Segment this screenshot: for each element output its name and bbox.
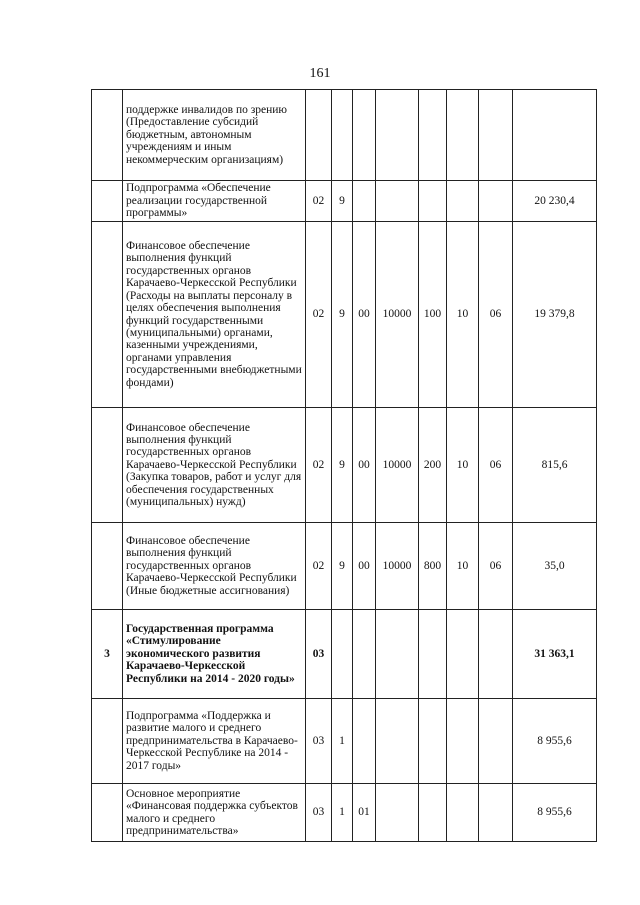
- code-cell: 02: [306, 408, 332, 523]
- code-cell: 03: [306, 610, 332, 699]
- code-cell: [306, 90, 332, 181]
- code-cell: 02: [306, 523, 332, 610]
- code-cell: [447, 699, 479, 784]
- amount-cell: 35,0: [513, 523, 597, 610]
- code-cell: 10000: [376, 222, 419, 408]
- budget-table: [91, 89, 597, 842]
- page-number: 161: [309, 66, 331, 81]
- code-cell: [479, 610, 513, 699]
- row-number: [92, 408, 123, 523]
- expense-name: Основное мероприятие «Финансовая поддержка субъектов малого и среднего предпринимательства»: [123, 784, 306, 842]
- table-row: [92, 90, 597, 181]
- code-cell: 9: [332, 523, 353, 610]
- code-cell: 10000: [376, 523, 419, 610]
- code-cell: [419, 699, 447, 784]
- code-cell: [479, 699, 513, 784]
- code-cell: 00: [353, 408, 376, 523]
- code-cell: 1: [332, 699, 353, 784]
- code-cell: [419, 90, 447, 181]
- amount-cell: [513, 90, 597, 181]
- amount-cell: 815,6: [513, 408, 597, 523]
- code-cell: [376, 699, 419, 784]
- code-cell: 06: [479, 222, 513, 408]
- expense-name: Подпрограмма «Поддержка и развитие малого и среднего предпринимательства в Карачаево-Черкесской Республике на 2014 - 2017 годы»: [123, 699, 306, 784]
- code-cell: [376, 610, 419, 699]
- code-cell: [332, 90, 353, 181]
- code-cell: 00: [353, 523, 376, 610]
- code-cell: [447, 90, 479, 181]
- code-cell: 10: [447, 222, 479, 408]
- code-cell: [353, 90, 376, 181]
- code-cell: [479, 90, 513, 181]
- code-cell: 06: [479, 408, 513, 523]
- expense-name: Государственная программа «Стимулирование экономического развития Карачаево-Черкесской Республики на 2014 - 2020 годы»: [123, 610, 306, 699]
- table-row: [92, 610, 597, 699]
- code-cell: [376, 90, 419, 181]
- table-row: [92, 222, 597, 408]
- code-cell: [353, 699, 376, 784]
- code-cell: 00: [353, 222, 376, 408]
- code-cell: 10: [447, 408, 479, 523]
- row-number: 3: [92, 610, 123, 699]
- amount-cell: 19 379,8: [513, 222, 597, 408]
- row-number: [92, 523, 123, 610]
- code-cell: [353, 181, 376, 222]
- code-cell: 01: [353, 784, 376, 842]
- table-row: [92, 784, 597, 842]
- code-cell: [419, 784, 447, 842]
- code-cell: 100: [419, 222, 447, 408]
- code-cell: [479, 181, 513, 222]
- code-cell: 10: [447, 523, 479, 610]
- code-cell: 9: [332, 181, 353, 222]
- expense-name: Подпрограмма «Обеспечение реализации государственной программы»: [123, 181, 306, 222]
- code-cell: 9: [332, 408, 353, 523]
- code-cell: 1: [332, 784, 353, 842]
- expense-name: Финансовое обеспечение выполнения функций государственных органов Карачаево-Черкесской Республики (Иные бюджетные ассигнования): [123, 523, 306, 610]
- code-cell: [447, 784, 479, 842]
- code-cell: [353, 610, 376, 699]
- code-cell: 200: [419, 408, 447, 523]
- row-number: [92, 90, 123, 181]
- row-number: [92, 181, 123, 222]
- code-cell: [419, 181, 447, 222]
- table-row: [92, 523, 597, 610]
- expense-name: Финансовое обеспечение выполнения функций государственных органов Карачаево-Черкесской Республики (Расходы на выплаты персоналу в целях обеспечения выполнения функций государственными (муниципальными) органами, казенными учреждениями, органами управления государственными внебюджетными фондами): [123, 222, 306, 408]
- row-number: [92, 699, 123, 784]
- amount-cell: 20 230,4: [513, 181, 597, 222]
- code-cell: 9: [332, 222, 353, 408]
- code-cell: 800: [419, 523, 447, 610]
- table-row: [92, 699, 597, 784]
- row-number: [92, 222, 123, 408]
- code-cell: 03: [306, 699, 332, 784]
- amount-cell: 8 955,6: [513, 699, 597, 784]
- code-cell: 06: [479, 523, 513, 610]
- amount-cell: 31 363,1: [513, 610, 597, 699]
- table-row: [92, 181, 597, 222]
- code-cell: [447, 181, 479, 222]
- code-cell: [479, 784, 513, 842]
- code-cell: [332, 610, 353, 699]
- expense-name: Финансовое обеспечение выполнения функций государственных органов Карачаево-Черкесской Республики (Закупка товаров, работ и услуг для обеспечения государственных (муниципальных) нужд): [123, 408, 306, 523]
- code-cell: [376, 181, 419, 222]
- code-cell: 03: [306, 784, 332, 842]
- code-cell: [419, 610, 447, 699]
- table-row: [92, 408, 597, 523]
- code-cell: 02: [306, 222, 332, 408]
- code-cell: [447, 610, 479, 699]
- code-cell: 10000: [376, 408, 419, 523]
- row-number: [92, 784, 123, 842]
- code-cell: [376, 784, 419, 842]
- amount-cell: 8 955,6: [513, 784, 597, 842]
- code-cell: 02: [306, 181, 332, 222]
- expense-name: поддержке инвалидов по зрению (Предоставление субсидий бюджетным, автономным учреждениям и иным некоммерческим организациям): [123, 90, 306, 181]
